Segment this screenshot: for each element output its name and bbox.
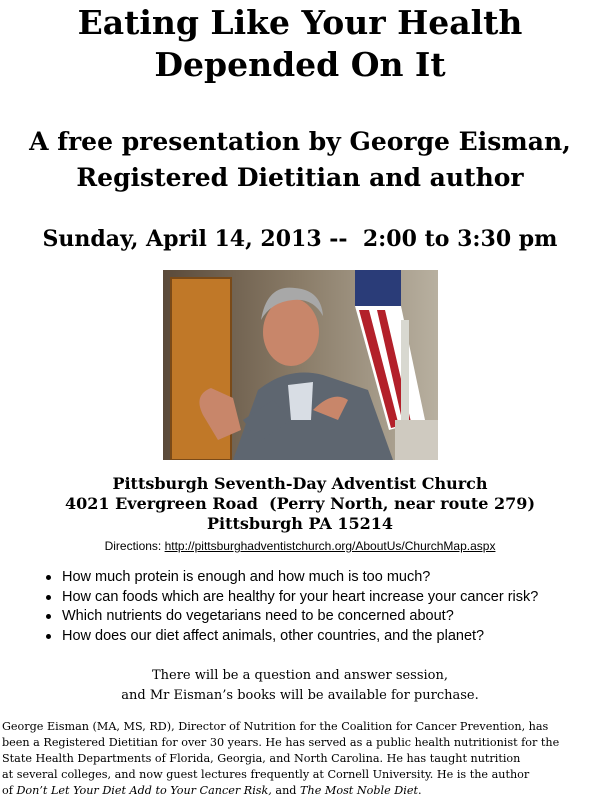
- list-item: Which nutrients do vegetarians need to be concerned about?: [40, 607, 595, 627]
- title-line-1: Eating Like Your Health: [77, 3, 523, 42]
- question-list: [40, 568, 595, 646]
- flyer-title: [0, 2, 600, 86]
- presenter-photo-illustration: [163, 270, 438, 460]
- session-line-1: There will be a question and answer session,: [151, 668, 449, 683]
- book-title-1: Don’t Let Your Diet Add to Your Cancer Risk,: [16, 784, 272, 797]
- bio-prefix: of: [2, 784, 13, 797]
- list-item: How does our diet affect animals, other countries, and the planet?: [40, 627, 595, 647]
- subtitle-line-1: A free presentation by George Eisman,: [29, 127, 571, 156]
- title-line-2: Depended On It: [154, 45, 446, 84]
- venue-name: Pittsburgh Seventh-Day Adventist Church: [112, 474, 488, 493]
- bio-line-1: George Eisman (MA, MS, RD), Director of Nutrition for the Coalition for Cancer Prevention, has: [2, 720, 549, 733]
- presenter-photo: [163, 270, 438, 460]
- bio-line-2: been a Registered Dietitian for over 30 years. He has served as a public health nutritionist for the: [2, 736, 560, 749]
- session-note: [0, 666, 600, 706]
- directions-label: Directions:: [104, 539, 162, 553]
- directions-line: [0, 538, 600, 554]
- venue-block: [0, 474, 600, 534]
- session-line-2: and Mr Eisman’s books will be available for purchase.: [121, 688, 479, 703]
- bio-line-5: [2, 783, 598, 799]
- author-bio: [2, 719, 598, 799]
- list-item: How much protein is enough and how much is too much?: [40, 568, 595, 588]
- bio-end: .: [417, 784, 422, 797]
- venue-city: Pittsburgh PA 15214: [206, 514, 394, 533]
- bio-line-4: at several colleges, and now guest lectures frequently at Cornell University. He is the author: [2, 768, 530, 781]
- bio-line-3: State Health Departments of Florida, Georgia, and North Carolina. He has taught nutrition: [2, 752, 521, 765]
- book-title-2: The Most Noble Diet: [300, 784, 418, 797]
- bio-mid: and: [275, 784, 297, 797]
- list-item: How can foods which are healthy for your heart increase your cancer risk?: [40, 588, 595, 608]
- presenter-subtitle: [0, 124, 600, 196]
- subtitle-line-2: Registered Dietitian and author: [76, 163, 524, 192]
- directions-link[interactable]: http://pittsburghadventistchurch.org/AboutUs/ChurchMap.aspx: [164, 539, 496, 553]
- venue-address: 4021 Evergreen Road (Perry North, near route 279): [64, 494, 536, 513]
- event-datetime: Sunday, April 14, 2013 -- 2:00 to 3:30 pm: [42, 226, 558, 252]
